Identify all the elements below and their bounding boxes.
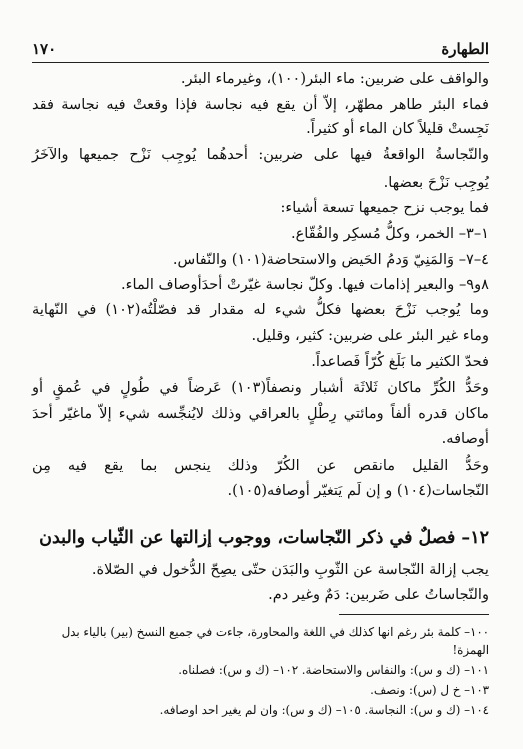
header-rule: [32, 62, 489, 63]
text-line: فما يوجب نزح جميعها تسعة أشياء:: [280, 199, 489, 216]
text-line: ٤–٧– وَالمَنِيّ وَدمُ الحَيض والاستحاضة(١٠١) والنّفاس.: [172, 251, 489, 268]
footnote-line: ١٠٠– كلمة بئر رغم انها كذلك في اللغة والمحاورة، جاءت في جميع النسخ (بير) بالياء بدل: [61, 625, 489, 639]
footnote-line: ١٠٤– (ك و س): النجاسة. ١٠٥– (ك و س): وان لم يغير احد اوصافه.: [159, 703, 489, 717]
text-line: والنّجاساتُ على ضَربين: دَمٌ وغير دم.: [268, 586, 489, 603]
text-line: وما يُوجب نَزْحَ بعضها فكلُّ شيء له مقدار قد فصّلْتُه(١٠٢) في النّهاية: [32, 301, 490, 318]
text-line: وماء غير البئر على ضربين: كثير، وقليل.: [251, 327, 489, 344]
text-line: فماء البئر طاهر مطهّر، إلاّ أن يقع فيه نجاسة فإذا وقعتْ فيه نجاسة فقد: [32, 96, 489, 113]
text-line: ١–٣– الخمر، وكلُّ مُسكِر والفُقّاع.: [290, 225, 489, 242]
text-line: نَجِستْ قليلاً كان الماء أو كثيراً.: [306, 120, 489, 137]
section-heading: ١٢– فصلٌ في ذكر النّجاسات، ووجوب إزالتها عن الثّياب والبدن: [39, 528, 489, 548]
text-line: والنّجاسةُ الواقعةُ فيها على ضربين: أحدهُما يُوجِب نَزْح جميعها والآخَرُ: [32, 146, 489, 163]
text-line: فحدّ الكثير ما بَلَغ كُرّاً فَصاعداً.: [311, 353, 489, 370]
text-line: يُوجِب نَزْحَ بعضها.: [383, 174, 489, 191]
chapter-title: الطهارة: [441, 40, 489, 58]
text-line: النّجاسات(١٠٤) و إن لَم يَتغيّر أوصافه(١٠٥).: [227, 482, 489, 499]
text-line: والواقف على ضربين: ماء البئر(١٠٠)، وغيرماء البئر.: [180, 70, 489, 87]
text-line: وحَدُّ القليل مانقص عن الكُرّ وذلك ينجس بما يقع فيه مِن: [32, 457, 489, 474]
text-line: أوصافه.: [441, 430, 489, 447]
footnote-line: الهمزة!: [452, 643, 489, 657]
footnote-line: ١٠١– (ك و س): والنفاس والاستحاضة. ١٠٢– (ك و س): فصلناه.: [178, 663, 489, 677]
text-line: ماكان قدره ألفاً ومائتي رِطْلٍ بالعراقي وذلك لايُنجِّسه شيء إلاّ ماغيّر أحدَ: [32, 405, 489, 422]
footnote-rule: [339, 614, 489, 615]
footnote-line: ١٠٣– خ ل (س): ونصف.: [370, 683, 489, 697]
text-line: يجب إزالة النّجاسة عن الثّوبِ والبَدَن حتّى يصِحّ الدُّخول في الصّلاة.: [91, 561, 489, 578]
text-line: وحَدُّ الكُرِّ ماكان ثَلاثَة أشبار ونصفاً(١٠٣) عَرضاً في طُولٍ في عُمقٍ أو: [32, 379, 489, 396]
text-line: ٨و٩– والبعير إذامات فيها. وكلّ نجاسة غيّرتْ أحدَأوصاف الماء.: [121, 276, 489, 293]
page-number: ١٧٠: [32, 40, 57, 58]
page-header: [32, 38, 489, 58]
